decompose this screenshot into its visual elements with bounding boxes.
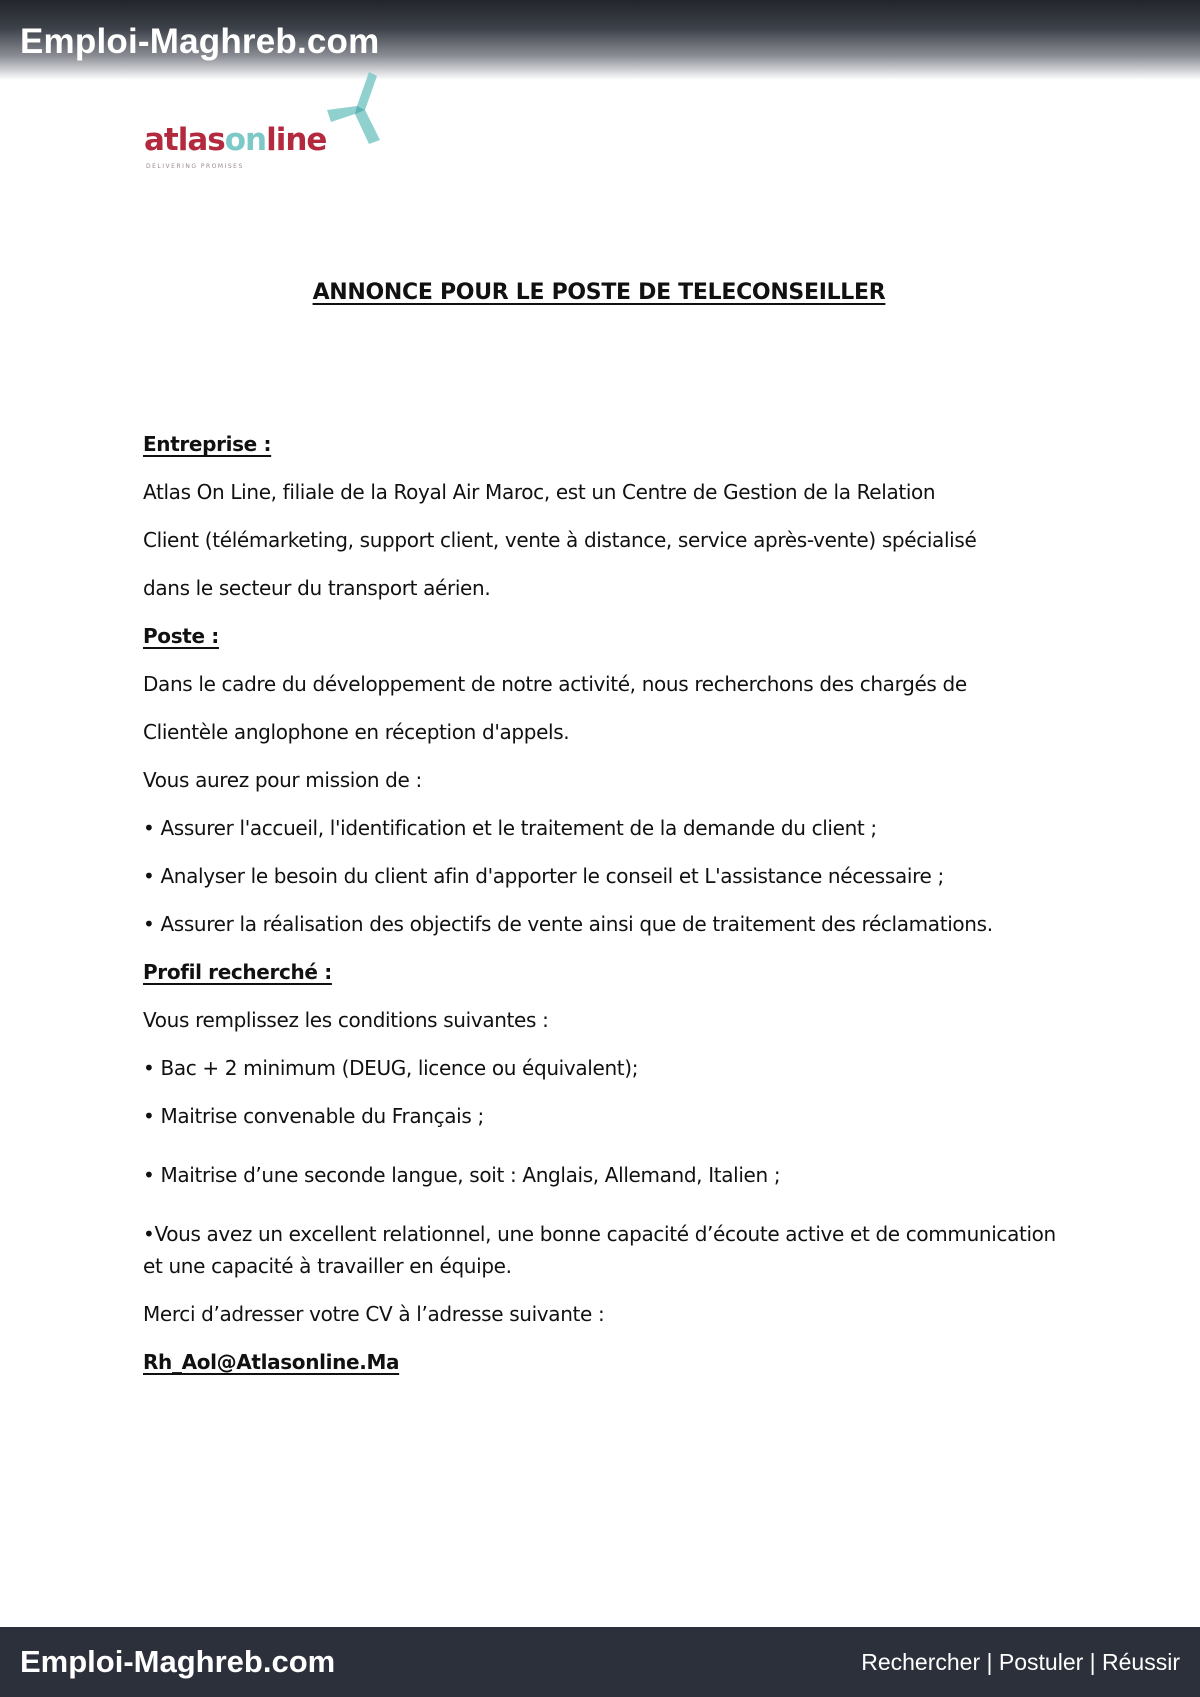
logo-wordmark: atlasonline	[144, 122, 327, 158]
logo-emblem-icon	[325, 70, 385, 150]
position-text-line: Dans le cadre du développement de notre activité, nous recherchons des chargés de	[143, 672, 967, 696]
footer-link-reussir[interactable]: Réussir	[1102, 1649, 1180, 1675]
profile-bullet-continuation: et une capacité à travailler en équipe.	[143, 1254, 512, 1278]
footer-links	[861, 1649, 1180, 1676]
mission-bullet: • Assurer l'accueil, l'identification et le traitement de la demande du client ;	[143, 816, 877, 840]
position-text-line: Vous aurez pour mission de :	[143, 768, 422, 792]
company-text-line: Atlas On Line, filiale de la Royal Air Maroc, est un Centre de Gestion de la Relation	[143, 480, 936, 504]
position-text-line: Clientèle anglophone en réception d'appels.	[143, 720, 570, 744]
atlasonline-logo	[143, 70, 383, 180]
section-heading-position: Poste :	[143, 624, 219, 648]
company-text-line: Client (télémarketing, support client, vente à distance, service après-vente) spécialisé	[143, 528, 977, 552]
footer-site-name[interactable]: Emploi-Maghreb.com	[20, 1644, 336, 1679]
profile-bullet: •Vous avez un excellent relationnel, une bonne capacité d’écoute active et de communication	[143, 1222, 1056, 1246]
page-title: ANNONCE POUR LE POSTE DE TELECONSEILLER	[312, 280, 886, 305]
contact-instruction: Merci d’adresser votre CV à l’adresse suivante :	[143, 1302, 605, 1326]
profile-bullet: • Maitrise d’une seconde langue, soit : Anglais, Allemand, Italien ;	[143, 1163, 781, 1187]
footer-separator: |	[1083, 1649, 1103, 1675]
profile-intro: Vous remplissez les conditions suivantes :	[143, 1008, 549, 1032]
profile-bullet: • Bac + 2 minimum (DEUG, licence ou équivalent);	[143, 1056, 639, 1080]
profile-bullet: • Maitrise convenable du Français ;	[143, 1104, 484, 1128]
section-heading-profile: Profil recherché :	[143, 960, 332, 984]
site-name[interactable]: Emploi-Maghreb.com	[20, 22, 380, 61]
contact-email-link[interactable]: Rh_Aol@Atlasonline.Ma	[143, 1350, 400, 1374]
footer-bar	[0, 1627, 1200, 1697]
mission-bullet: • Analyser le besoin du client afin d'apporter le conseil et L'assistance nécessaire ;	[143, 864, 944, 888]
top-banner	[0, 0, 1200, 80]
footer-separator: |	[980, 1649, 999, 1675]
footer-link-postuler[interactable]: Postuler	[998, 1649, 1084, 1675]
footer-link-rechercher[interactable]: Rechercher	[861, 1649, 981, 1675]
logo-tagline: DELIVERING PROMISES	[146, 163, 244, 170]
mission-bullet: • Assurer la réalisation des objectifs de vente ainsi que de traitement des réclamations.	[143, 912, 993, 936]
company-text-line: dans le secteur du transport aérien.	[143, 576, 491, 600]
section-heading-company: Entreprise :	[143, 432, 272, 456]
